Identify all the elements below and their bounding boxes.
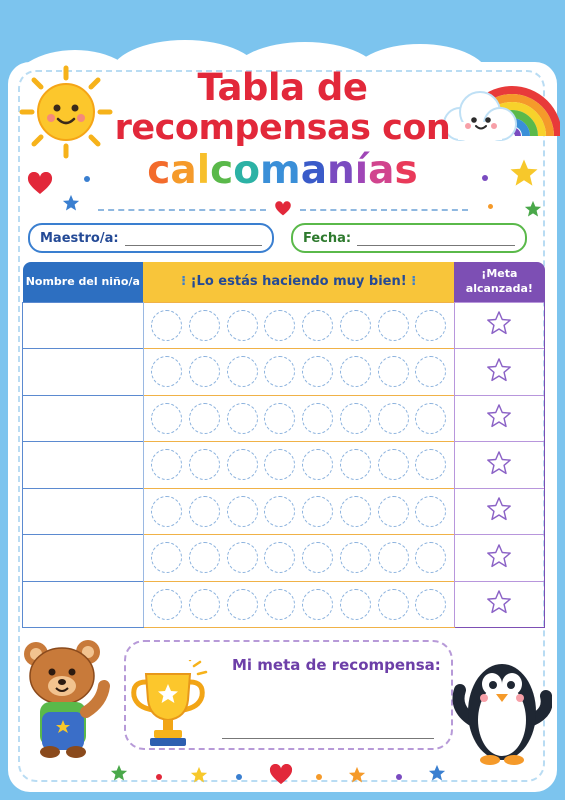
dot-decoration [236,774,242,780]
sticker-circle[interactable] [378,542,409,573]
sticker-circle[interactable] [378,310,409,341]
title-line-2: recompensas con [114,108,451,148]
sparkle-icon: ⁝ [181,274,191,290]
dot-decoration [488,204,493,209]
sticker-circle[interactable] [264,310,295,341]
table-header-row [23,262,545,302]
child-name-cell[interactable] [23,442,144,489]
sticker-circle[interactable] [189,310,220,341]
sticker-cell [143,488,454,535]
table-row [23,581,545,628]
title-line-3 [0,148,565,193]
sticker-cell [143,581,454,628]
table-row [23,488,545,535]
title-letter: c [147,148,171,193]
bear-icon [18,636,118,766]
title-letter: a [368,148,395,193]
goal-star-cell[interactable] [454,395,544,442]
teacher-field[interactable] [28,223,274,253]
star-outline-icon [486,368,512,387]
dot-decoration [156,774,162,780]
header-progress [143,262,454,302]
sticker-circle[interactable] [227,542,258,573]
title-letter: s [394,148,418,193]
heart-icon [26,172,54,196]
dot-decoration [396,774,402,780]
sticker-circle[interactable] [151,496,182,527]
star-outline-icon [486,414,512,433]
star-outline-icon [486,461,512,480]
divider-left [98,209,266,211]
sticker-circle[interactable] [264,403,295,434]
sticker-circle[interactable] [302,356,333,387]
sticker-circle[interactable] [189,403,220,434]
sticker-circle[interactable] [340,589,371,620]
trophy-icon [128,660,212,748]
goal-star-cell[interactable] [454,535,544,582]
sticker-circle[interactable] [415,496,446,527]
sticker-circle[interactable] [189,589,220,620]
sticker-circle[interactable] [340,496,371,527]
date-input-line[interactable] [357,231,515,246]
goal-star-cell[interactable] [454,302,544,349]
child-name-cell[interactable] [23,395,144,442]
sticker-table [22,262,545,628]
sticker-circle[interactable] [227,310,258,341]
sticker-circle[interactable] [340,310,371,341]
heart-icon [268,764,294,786]
sticker-circle[interactable] [264,496,295,527]
sticker-circle[interactable] [264,449,295,480]
child-name-cell[interactable] [23,488,144,535]
star-icon [428,764,446,782]
sticker-circle[interactable] [415,542,446,573]
table-row [23,395,545,442]
child-name-cell[interactable] [23,535,144,582]
sticker-cell [143,302,454,349]
sticker-circle[interactable] [302,589,333,620]
penguin-icon [452,650,552,768]
star-icon [348,766,366,784]
divider-right [300,209,468,211]
goal-star-cell[interactable] [454,488,544,535]
sticker-circle[interactable] [340,542,371,573]
child-name-cell[interactable] [23,349,144,396]
sticker-circle[interactable] [227,449,258,480]
star-outline-icon [486,600,512,619]
star-icon [524,200,542,218]
sticker-circle[interactable] [151,356,182,387]
date-field[interactable] [291,223,527,253]
sticker-circle[interactable] [302,542,333,573]
star-icon [62,194,80,212]
sticker-circle[interactable] [378,496,409,527]
sticker-cell [143,349,454,396]
sticker-circle[interactable] [378,589,409,620]
sticker-circle[interactable] [340,403,371,434]
sticker-circle[interactable] [189,542,220,573]
sticker-circle[interactable] [151,542,182,573]
goal-star-cell[interactable] [454,442,544,489]
sticker-circle[interactable] [264,589,295,620]
sticker-circle[interactable] [302,403,333,434]
sticker-circle[interactable] [302,496,333,527]
title-letter: l [196,148,211,193]
sticker-circle[interactable] [189,496,220,527]
table-row [23,442,545,489]
table-row [23,302,545,349]
dot-decoration [482,175,488,181]
title-letter: o [233,148,261,193]
sticker-circle[interactable] [227,589,258,620]
sticker-circle[interactable] [227,356,258,387]
star-outline-icon [486,507,512,526]
header-goal-line2: alcanzada! [465,281,533,295]
sticker-circle[interactable] [340,356,371,387]
teacher-input-line[interactable] [125,231,262,246]
goal-star-cell[interactable] [454,581,544,628]
sticker-circle[interactable] [151,449,182,480]
sticker-cell [143,395,454,442]
star-outline-icon [486,554,512,573]
sparkle-icon: ⁝ [406,274,417,290]
header-child-name: Nombre del niño/a [23,262,144,302]
star-icon [110,764,128,782]
title-letter: m [260,148,301,193]
sticker-circle[interactable] [264,356,295,387]
dot-decoration [84,176,90,182]
sticker-circle[interactable] [151,403,182,434]
sticker-cell [143,535,454,582]
sticker-circle[interactable] [302,310,333,341]
sticker-circle[interactable] [415,589,446,620]
sticker-circle[interactable] [227,496,258,527]
star-outline-icon [486,321,512,340]
dot-decoration [316,774,322,780]
sticker-circle[interactable] [378,356,409,387]
sticker-circle[interactable] [415,356,446,387]
header-progress-label: ¡Lo estás haciendo muy bien! [190,274,407,290]
sticker-circle[interactable] [151,310,182,341]
sticker-circle[interactable] [378,449,409,480]
star-icon [509,158,539,188]
title-letter: c [210,148,234,193]
reward-goal-line[interactable] [222,738,434,739]
sticker-circle[interactable] [378,403,409,434]
sticker-circle[interactable] [189,449,220,480]
title-letter: í [354,148,369,193]
title-letter: n [327,148,355,193]
title-line-1: Tabla de [197,66,368,109]
sticker-circle[interactable] [302,449,333,480]
goal-star-cell[interactable] [454,349,544,396]
star-icon [190,766,208,784]
child-name-cell[interactable] [23,302,144,349]
teacher-label: Maestro/a: [40,230,119,246]
sticker-circle[interactable] [151,589,182,620]
sticker-circle[interactable] [264,542,295,573]
table-row [23,535,545,582]
sticker-circle[interactable] [415,310,446,341]
reward-goal-title: Mi meta de recompensa: [232,656,441,674]
header-goal-line1: ¡Meta [481,266,518,280]
sticker-circle[interactable] [189,356,220,387]
heart-icon [274,201,292,217]
date-label: Fecha: [303,230,352,246]
sticker-circle[interactable] [415,449,446,480]
header-goal [454,262,544,302]
child-name-cell[interactable] [23,581,144,628]
sticker-circle[interactable] [227,403,258,434]
sticker-circle[interactable] [415,403,446,434]
sticker-circle[interactable] [340,449,371,480]
sticker-cell [143,442,454,489]
table-row [23,349,545,396]
title-letter: a [170,148,197,193]
title-letter: a [300,148,328,193]
